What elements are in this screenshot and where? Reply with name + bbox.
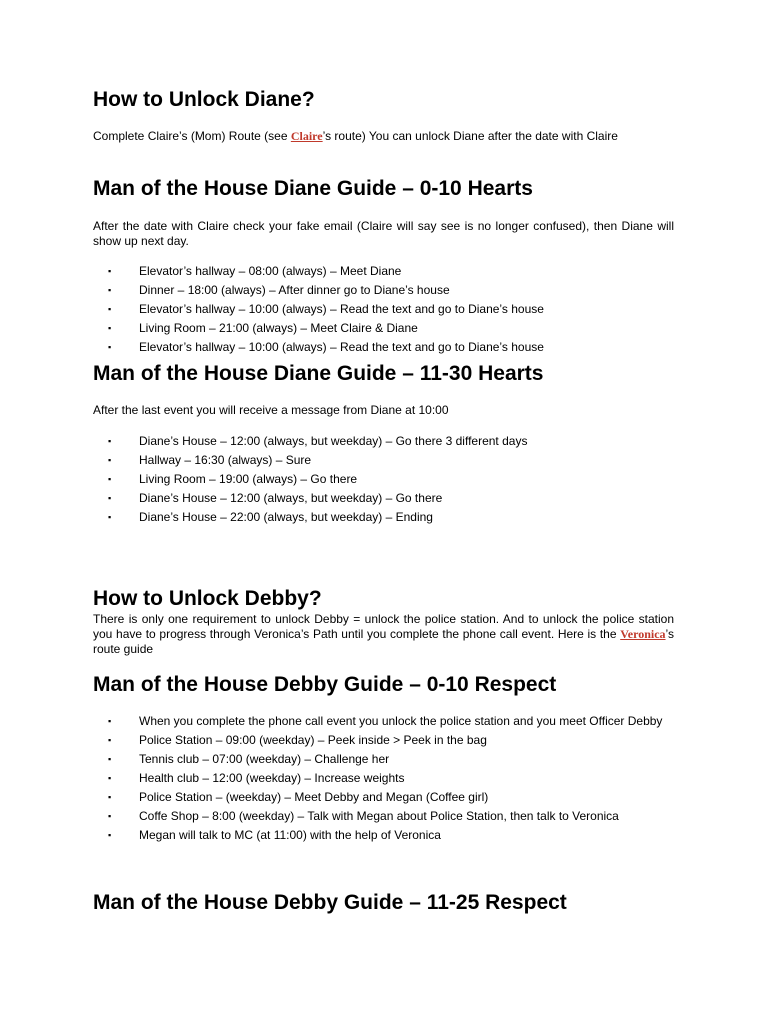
paragraph-diane-11-30: After the last event you will receive a message from Diane at 10:00 [93,403,449,417]
veronica-route-link[interactable]: Veronica [620,627,666,641]
bullet-icon: ▪ [108,474,112,484]
list-item: ▪ Dinner – 18:00 (always) – After dinner go to Diane’s house [108,283,450,297]
list-item: ▪ Diane’s House – 22:00 (always, but weekday) – Ending [108,510,433,524]
list-item: ▪ Living Room – 21:00 (always) – Meet Claire & Diane [108,321,418,335]
bullet-icon: ▪ [108,773,112,783]
list-item: ▪ Diane’s House – 12:00 (always, but weekday) – Go there [108,491,443,505]
heading-debby-11-25: Man of the House Debby Guide – 11-25 Respect [93,891,567,914]
claire-route-link[interactable]: Claire [290,129,323,143]
list-item: ▪ Elevator’s hallway – 08:00 (always) – Meet Diane [108,264,402,278]
bullet-icon: ▪ [108,436,112,446]
list-item: ▪ Health club – 12:00 (weekday) – Increase weights [108,771,405,785]
list-debby-0-10 [93,714,674,843]
heading-diane-11-30: Man of the House Diane Guide – 11-30 Hearts [93,362,544,385]
bullet-icon: ▪ [108,342,112,352]
list-diane-11-30 [93,434,674,525]
list-item: ▪ Megan will talk to MC (at 11:00) with the help of Veronica [108,828,441,842]
list-item: ▪ Police Station – (weekday) – Meet Debby and Megan (Coffee girl) [108,790,489,804]
list-item: ▪ Hallway – 16:30 (always) – Sure [108,453,312,467]
paragraph-diane-0-10: After the date with Claire check your fake email (Claire will say see is no longer confused), then Diane will show up next day. [93,219,674,248]
bullet-icon: ▪ [108,266,112,276]
list-diane-0-10 [93,264,674,355]
paragraph-text: ’s route guide [93,627,674,656]
bullet-icon: ▪ [108,323,112,333]
list-item: ▪ Police Station – 09:00 (weekday) – Peek inside > Peek in the bag [108,733,487,747]
paragraph-text: ’s route) You can unlock Diane after the date with Claire [322,129,618,143]
bullet-icon: ▪ [108,716,112,726]
list-item: ▪ Coffe Shop – 8:00 (weekday) – Talk with Megan about Police Station, then talk to Veronica [108,809,619,823]
bullet-icon: ▪ [108,493,112,503]
heading-debby-0-10: Man of the House Debby Guide – 0-10 Respect [93,673,557,696]
list-item: ▪ Elevator’s hallway – 10:00 (always) – Read the text and go to Diane’s house [108,302,544,316]
bullet-icon: ▪ [108,304,112,314]
paragraph-unlock-debby [93,612,674,657]
bullet-icon: ▪ [108,512,112,522]
paragraph-text: Complete Claire’s (Mom) Route (see [93,129,291,143]
list-item: ▪ When you complete the phone call event you unlock the police station and you meet Officer Debby [108,714,663,728]
paragraph-unlock-diane [93,129,674,144]
bullet-icon: ▪ [108,792,112,802]
list-item: ▪ Living Room – 19:00 (always) – Go there [108,472,358,486]
heading-unlock-diane: How to Unlock Diane? [93,88,315,111]
heading-diane-0-10: Man of the House Diane Guide – 0-10 Hearts [93,177,533,200]
bullet-icon: ▪ [108,811,112,821]
bullet-icon: ▪ [108,754,112,764]
bullet-icon: ▪ [108,455,112,465]
list-item: ▪ Diane’s House – 12:00 (always, but weekday) – Go there 3 different days [108,434,528,448]
heading-unlock-debby: How to Unlock Debby? [93,587,322,610]
list-item: ▪ Tennis club – 07:00 (weekday) – Challenge her [108,752,390,766]
paragraph-text: There is only one requirement to unlock Debby = unlock the police station. And to unlock the police station you have to progress through Veronica’s Path until you complete the phone call event. Here is the [93,612,674,641]
list-item: ▪ Elevator’s hallway – 10:00 (always) – Read the text and go to Diane’s house [108,340,544,354]
bullet-icon: ▪ [108,830,112,840]
bullet-icon: ▪ [108,735,112,745]
bullet-icon: ▪ [108,285,112,295]
